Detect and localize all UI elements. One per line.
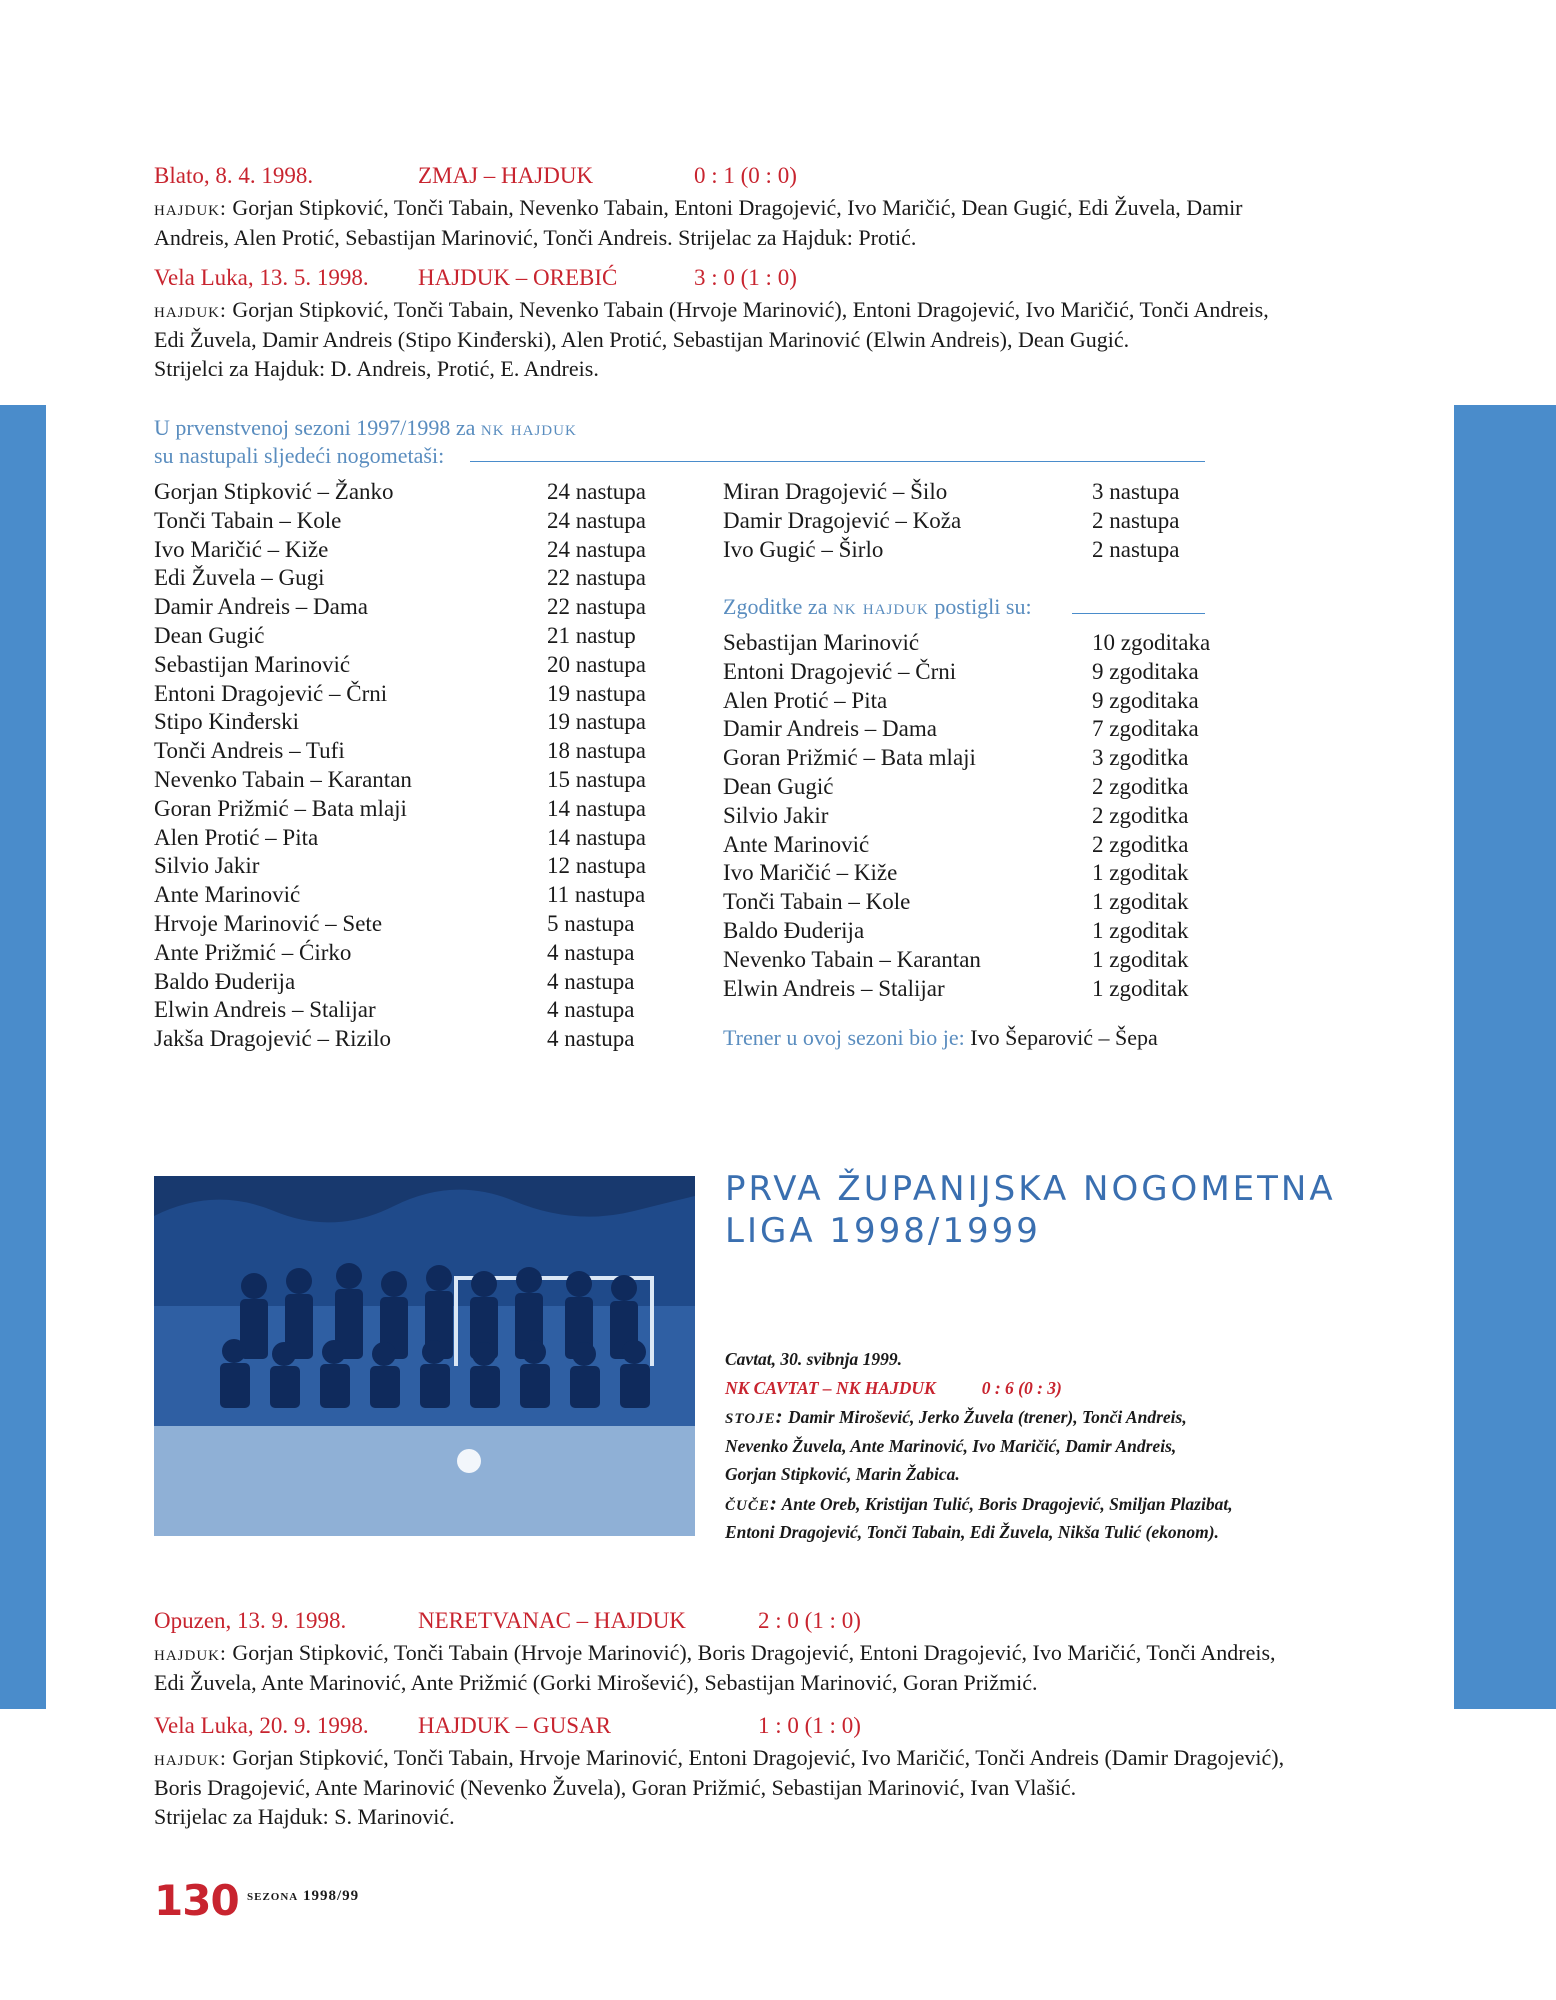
appearance-count: 18 nastupa	[547, 738, 647, 764]
match-header	[154, 1713, 1334, 1743]
right-blue-bar	[1454, 405, 1556, 1709]
list-item	[154, 852, 674, 881]
player-name: Damir Dragojević – Koža	[723, 507, 962, 533]
player-name: Edi Žuvela – Gugi	[154, 565, 325, 591]
photo-caption	[725, 1345, 1325, 1547]
appearance-count: 4 nastupa	[547, 968, 635, 994]
list-item	[154, 536, 674, 565]
team-label: hajduk:	[154, 1746, 227, 1770]
goal-count: 2 zgoditka	[1092, 773, 1189, 799]
list-item	[723, 629, 1211, 658]
list-item	[723, 802, 1203, 831]
lineup-line: Gorjan Stipković, Tonči Tabain, Nevenko Tabain (Hrvoje Marinović), Entoni Dragojević, Ivo Maričić, Tonči Andreis,	[232, 297, 1269, 322]
intro-text-2: su nastupali sljedeći nogometaši:	[154, 443, 445, 468]
appearance-count: 4 nastupa	[547, 1026, 635, 1052]
list-item	[723, 658, 1203, 687]
caption-date: Cavtat, 30. svibnja 1999.	[725, 1349, 902, 1369]
appearance-count: 14 nastupa	[547, 795, 647, 821]
scorer-name: Sebastijan Marinović	[723, 630, 920, 655]
list-item	[154, 795, 674, 824]
scorer-name: Alen Protić – Pita	[723, 687, 888, 713]
goal-count: 2 zgoditka	[1092, 831, 1189, 857]
appearance-count: 24 nastupa	[547, 536, 647, 562]
section-title-line: LIGA 1998/1999	[725, 1211, 1041, 1251]
player-name: Hrvoje Marinović – Sete	[154, 910, 383, 936]
player-name: Alen Protić – Pita	[154, 824, 319, 850]
divider-line	[1072, 613, 1205, 614]
player-name: Gorjan Stipković – Žanko	[154, 479, 394, 504]
player-name: Miran Dragojević – Šilo	[723, 479, 948, 504]
list-item	[154, 680, 674, 709]
match-score: 0 : 1 (0 : 0)	[694, 163, 797, 188]
goal-count: 2 zgoditka	[1092, 802, 1189, 828]
appearance-count: 21 nastup	[547, 622, 636, 648]
match-lineup	[154, 295, 1334, 383]
player-name: Ivo Gugić – Širlo	[723, 536, 884, 562]
goals-label-pre: Zgoditke za	[723, 594, 828, 619]
lineup-line: Boris Dragojević, Ante Marinović (Nevenko Žuvela), Goran Prižmić, Sebastijan Marinović, Ivan Vlašić.	[154, 1775, 1077, 1800]
list-item	[723, 773, 1203, 802]
scorer-name: Silvio Jakir	[723, 802, 829, 828]
intro-club: nk hajduk	[480, 416, 577, 440]
caption-match	[725, 1374, 1325, 1403]
match-block	[154, 265, 1334, 383]
goals-list	[723, 629, 1211, 1003]
appearances-list	[154, 478, 674, 1054]
list-item	[154, 939, 674, 968]
match-date: Opuzen, 13. 9. 1998.	[154, 1608, 347, 1633]
list-item	[723, 744, 1203, 773]
appearance-count: 22 nastupa	[547, 594, 647, 620]
scorer-name: Baldo Đuderija	[723, 917, 865, 943]
appearance-count: 5 nastupa	[547, 910, 635, 936]
list-item	[154, 478, 674, 507]
page-number: 130	[154, 1876, 239, 1925]
goal-count: 9 zgoditaka	[1092, 687, 1199, 713]
player-name: Nevenko Tabain – Karantan	[154, 766, 412, 792]
goal-count: 9 zgoditaka	[1092, 658, 1199, 684]
left-blue-bar	[0, 405, 46, 1709]
scorers-line: Strijelci za Hajduk: D. Andreis, Protić, E. Andreis.	[154, 356, 599, 381]
lineup-line: Gorjan Stipković, Tonči Tabain (Hrvoje Marinović), Boris Dragojević, Entoni Dragojević, Ivo Maričić, Tonči Andreis,	[232, 1640, 1276, 1665]
caption-line: Damir Mirošević, Jerko Žuvela (trener), Tonči Andreis,	[787, 1407, 1187, 1427]
lineup-line: Andreis, Alen Protić, Sebastijan Marinović, Tonči Andreis. Strijelac za Hajduk: Protić.	[154, 225, 917, 250]
appearance-count: 4 nastupa	[547, 939, 635, 965]
scorer-name: Ivo Maričić – Kiže	[723, 860, 898, 886]
list-item	[154, 1025, 674, 1054]
match-date: Vela Luka, 20. 9. 1998.	[154, 1713, 369, 1738]
team-photo	[154, 1176, 695, 1536]
player-name: Sebastijan Marinović	[154, 651, 351, 677]
section-title	[725, 1168, 1336, 1252]
player-name: Silvio Jakir	[154, 853, 260, 879]
list-item	[723, 975, 1203, 1004]
appearance-count: 12 nastupa	[547, 853, 647, 879]
scorer-name: Dean Gugić	[723, 773, 834, 799]
caption-line: Nevenko Žuvela, Ante Marinović, Ivo Maričić, Damir Andreis,	[725, 1435, 1177, 1456]
list-item	[154, 564, 674, 593]
match-score: 3 : 0 (1 : 0)	[694, 265, 797, 290]
player-name: Baldo Đuderija	[154, 968, 296, 994]
coach-name: Ivo Šeparović – Šepa	[970, 1025, 1158, 1050]
appearance-count: 15 nastupa	[547, 766, 647, 792]
match-lineup	[154, 1638, 1334, 1697]
player-name: Entoni Dragojević – Črni	[154, 680, 388, 706]
appearance-count: 11 nastupa	[547, 882, 646, 908]
goal-count: 1 zgoditak	[1092, 860, 1189, 886]
list-item	[154, 651, 674, 680]
list-item	[723, 687, 1203, 716]
scorer-name: Ante Marinović	[723, 831, 870, 857]
list-item	[154, 910, 674, 939]
player-name: Elwin Andreis – Stalijar	[154, 997, 376, 1023]
appearance-count: 24 nastupa	[547, 479, 647, 504]
player-name: Tonči Andreis – Tufi	[154, 738, 345, 764]
appearance-count: 14 nastupa	[547, 824, 647, 850]
goal-count: 3 zgoditka	[1092, 745, 1189, 771]
lineup-line: Gorjan Stipković, Tonči Tabain, Hrvoje Marinović, Entoni Dragojević, Ivo Maričić, Tonči Andreis (Damir Dragojević),	[232, 1745, 1285, 1770]
list-item	[154, 996, 674, 1025]
caption-stoje-label: stoje:	[725, 1404, 784, 1428]
goal-count: 7 zgoditaka	[1092, 716, 1199, 742]
list-item	[154, 622, 674, 651]
goal-count: 10 zgoditaka	[1092, 630, 1211, 655]
intro-text: U prvenstvenoj sezoni 1997/1998 za	[154, 415, 476, 440]
appearance-count: 24 nastupa	[547, 507, 647, 533]
scorer-name: Entoni Dragojević – Črni	[723, 658, 957, 684]
goals-label-club: nk hajduk	[832, 595, 929, 619]
appearance-count: 22 nastupa	[547, 565, 647, 591]
list-item	[154, 507, 674, 536]
match-header	[154, 163, 1334, 193]
scorer-name: Nevenko Tabain – Karantan	[723, 946, 981, 972]
player-name: Ante Marinović	[154, 882, 301, 908]
footer-section-label: sezona 1998/99	[247, 1888, 360, 1904]
player-name: Stipo Kinđerski	[154, 709, 300, 735]
caption-teams: NK CAVTAT – NK HAJDUK	[725, 1377, 936, 1398]
goals-label-post: postigli su:	[934, 594, 1032, 619]
list-item	[154, 824, 674, 853]
player-name: Tonči Tabain – Kole	[154, 507, 342, 533]
appearance-count: 2 nastupa	[1092, 536, 1180, 562]
list-item	[723, 715, 1203, 744]
match-teams: NERETVANAC – HAJDUK	[418, 1608, 686, 1633]
lineup-line: Edi Žuvela, Ante Marinović, Ante Prižmić (Gorki Mirošević), Sebastijan Marinović, Goran Prižmić.	[154, 1670, 1038, 1695]
goal-count: 1 zgoditak	[1092, 975, 1189, 1001]
player-name: Ante Prižmić – Ćirko	[154, 939, 352, 965]
goals-label	[723, 594, 1032, 620]
list-item	[723, 507, 1203, 536]
list-item	[723, 946, 1203, 975]
player-name: Ivo Maričić – Kiže	[154, 536, 329, 562]
match-block	[154, 1608, 1334, 1697]
caption-score: 0 : 6 (0 : 3)	[981, 1377, 1062, 1398]
appearance-count: 19 nastupa	[547, 709, 647, 735]
appearance-count: 2 nastupa	[1092, 507, 1180, 533]
list-item	[723, 536, 1203, 565]
match-score: 2 : 0 (1 : 0)	[758, 1608, 861, 1633]
list-item	[723, 831, 1203, 860]
appearance-count: 19 nastupa	[547, 680, 647, 706]
appearances-list-continued	[723, 478, 1203, 564]
goal-count: 1 zgoditak	[1092, 917, 1189, 943]
match-header	[154, 265, 1334, 295]
caption-cuce-label: čuče:	[725, 1490, 778, 1515]
match-score: 1 : 0 (1 : 0)	[758, 1713, 861, 1738]
list-item	[154, 968, 674, 997]
list-item	[154, 766, 674, 795]
appearance-count: 3 nastupa	[1092, 479, 1180, 504]
team-label: hajduk:	[154, 1641, 227, 1665]
divider-line	[470, 461, 1205, 462]
appearance-count: 20 nastupa	[547, 651, 647, 677]
section-title-line: PRVA ŽUPANIJSKA NOGOMETNA	[725, 1169, 1336, 1209]
team-label: hajduk:	[154, 298, 227, 322]
caption-line: Gorjan Stipković, Marin Žabica.	[725, 1464, 960, 1484]
scorer-name: Tonči Tabain – Kole	[723, 889, 911, 915]
coach-line	[723, 1025, 1158, 1051]
match-date: Blato, 8. 4. 1998.	[154, 163, 314, 188]
goal-count: 1 zgoditak	[1092, 946, 1189, 972]
match-block	[154, 163, 1334, 252]
player-name: Jakša Dragojević – Rizilo	[154, 1026, 391, 1052]
list-item	[154, 881, 674, 910]
caption-line: Ante Oreb, Kristijan Tulić, Boris Dragojević, Smiljan Plazibat,	[781, 1493, 1233, 1514]
scorer-name: Damir Andreis – Dama	[723, 716, 937, 742]
list-item	[723, 917, 1203, 946]
caption-line: Entoni Dragojević, Tonči Tabain, Edi Žuvela, Nikša Tulić (ekonom).	[725, 1522, 1219, 1542]
scorer-name: Goran Prižmić – Bata mlaji	[723, 745, 976, 771]
lineup-line: Edi Žuvela, Damir Andreis (Stipo Kinđerski), Alen Protić, Sebastijan Marinović (Elwin Andreis), Dean Gugić.	[154, 327, 1130, 352]
team-photo-illustration	[154, 1176, 695, 1536]
team-label: hajduk:	[154, 196, 227, 220]
scorers-line: Strijelac za Hajduk: S. Marinović.	[154, 1804, 455, 1829]
match-lineup	[154, 193, 1334, 252]
list-item	[154, 708, 674, 737]
list-item	[723, 478, 1203, 507]
coach-label: Trener u ovoj sezoni bio je:	[723, 1025, 965, 1050]
match-teams: HAJDUK – OREBIĆ	[418, 265, 618, 290]
match-teams: HAJDUK – GUSAR	[418, 1713, 611, 1738]
match-lineup	[154, 1743, 1334, 1831]
lineup-line: Gorjan Stipković, Tonči Tabain, Nevenko Tabain, Entoni Dragojević, Ivo Maričić, Dean Gugić, Edi Žuvela, Damir	[232, 195, 1243, 220]
goal-count: 1 zgoditak	[1092, 889, 1189, 915]
list-item	[154, 593, 674, 622]
match-header	[154, 1608, 1334, 1638]
appearance-count: 4 nastupa	[547, 997, 635, 1023]
player-name: Damir Andreis – Dama	[154, 594, 368, 620]
list-item	[723, 888, 1203, 917]
match-block	[154, 1713, 1334, 1831]
player-name: Goran Prižmić – Bata mlaji	[154, 795, 407, 821]
match-teams: ZMAJ – HAJDUK	[418, 163, 594, 188]
player-name: Dean Gugić	[154, 622, 265, 648]
list-item	[154, 737, 674, 766]
list-item	[723, 859, 1203, 888]
match-date: Vela Luka, 13. 5. 1998.	[154, 265, 369, 290]
scorer-name: Elwin Andreis – Stalijar	[723, 975, 945, 1001]
